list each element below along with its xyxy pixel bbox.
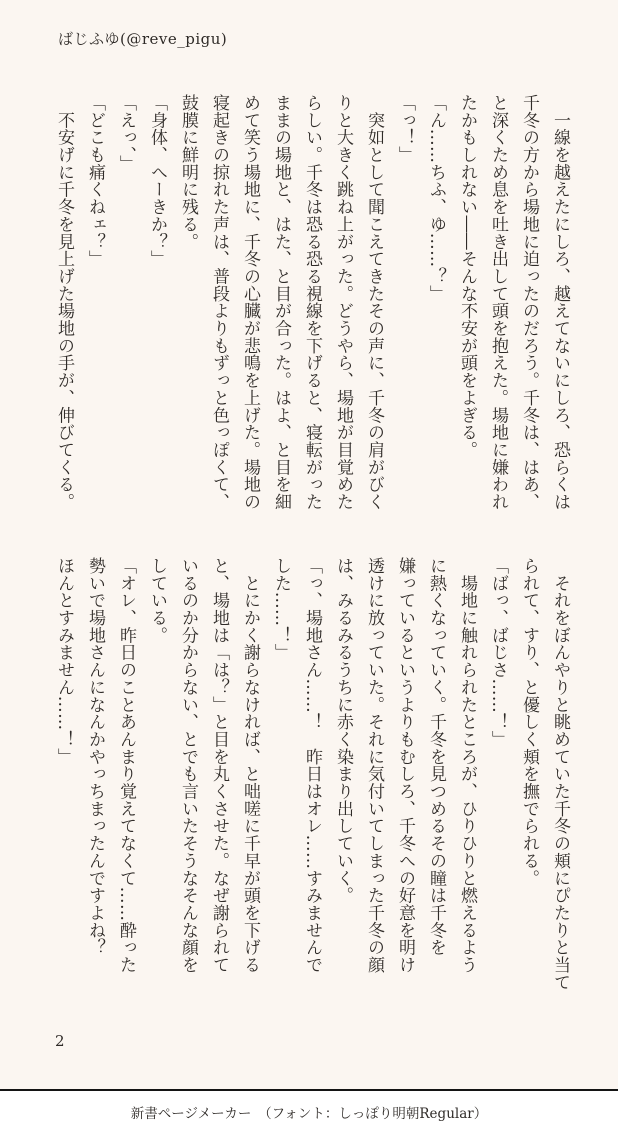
text-block-lower: [48, 557, 575, 997]
text-block-upper: [48, 94, 575, 530]
text-line: と、場地は「は？」と目を丸くさせた。なぜ謝られて: [209, 557, 229, 974]
text-line: 「どこも痛くねェ？」: [85, 94, 105, 268]
text-line: らしい。千冬は恐る恐る視線を下げると、寝転がった: [302, 94, 322, 511]
text-line: 一線を越えたにしろ、越えてないにしろ、恐らくは: [550, 94, 570, 511]
text-line: 寝起きの掠れた声は、普段よりもずっと色っぽくて、: [209, 94, 229, 511]
text-line: たかもしれない――そんな不安が頭をよぎる。: [457, 94, 477, 459]
text-line: 「オレ、昨日のことあんまり覚えてなくて……酔った: [116, 557, 136, 974]
page-number: 2: [55, 1032, 65, 1050]
text-line: 鼓膜に鮮明に残る。: [178, 94, 198, 251]
text-line: 突如として聞こえてきたその声に、千冬の肩がびく: [364, 94, 384, 511]
text-line: 「ばっ、ばじさ……！」: [488, 557, 508, 748]
author-credit: ばじふゆ(@reve_pigu): [58, 30, 228, 48]
text-line: 「身体、へーきか？」: [147, 94, 167, 268]
text-line: と深くため息を吐き出して頭を抱えた。場地に嫌われ: [488, 94, 508, 511]
text-line: 嫌っているというよりもむしろ、千冬への好意を明け: [395, 557, 415, 974]
text-line: 「ん……ちふ、ゆ……？」: [426, 94, 446, 303]
text-line: いるのか分からない、とでも言いたそうなそんな顔を: [178, 557, 198, 974]
text-line: られて、すり、と優しく頬を撫でられる。: [519, 557, 539, 887]
text-line: に熱くなっていく。千冬を見つめるその瞳は千冬を: [426, 557, 446, 957]
text-line: 不安げに千冬を見上げた場地の手が、伸びてくる。: [54, 94, 74, 511]
text-line: それをぼんやりと眺めていた千冬の頬にぴたりと当て: [550, 557, 570, 991]
text-line: 「っ！」: [395, 94, 415, 164]
text-line: 透けに放っていた。それに気付いてしまった千冬の顔: [364, 557, 384, 974]
text-line: 「えっ、」: [116, 94, 136, 173]
text-line: している。: [147, 557, 167, 644]
text-line: とにかく謝らなければ、と咄嗟に千早が頭を下げる: [240, 557, 260, 974]
text-line: めて笑う場地に、千冬の心臓が悲鳴を上げた。場地の: [240, 94, 260, 511]
text-line: ままの場地と、はた、と目が合った。はよ、と目を細: [271, 94, 291, 511]
text-line: は、みるみるうちに赤く染まり出していく。: [333, 557, 353, 904]
text-line: した……！」: [271, 557, 291, 662]
text-line: ほんとすみません……！」: [54, 557, 74, 766]
text-line: 「っ、場地さん……！ 昨日はオレ……すみませんで: [302, 557, 322, 974]
generator-credit: 新書ページメーカー （フォント：しっぽり明朝Regular）: [0, 1091, 618, 1132]
text-line: りと大きく跳ね上がった。どうやら、場地が目覚めた: [333, 94, 353, 511]
text-line: 場地に触れられたところが、ひりひりと燃えるよう: [457, 557, 477, 974]
text-line: 千冬の方から場地に迫ったのだろう。千冬は、はあ、: [519, 94, 539, 511]
text-line: 勢いで場地さんになんかやっちまったんですよね？: [85, 557, 105, 957]
